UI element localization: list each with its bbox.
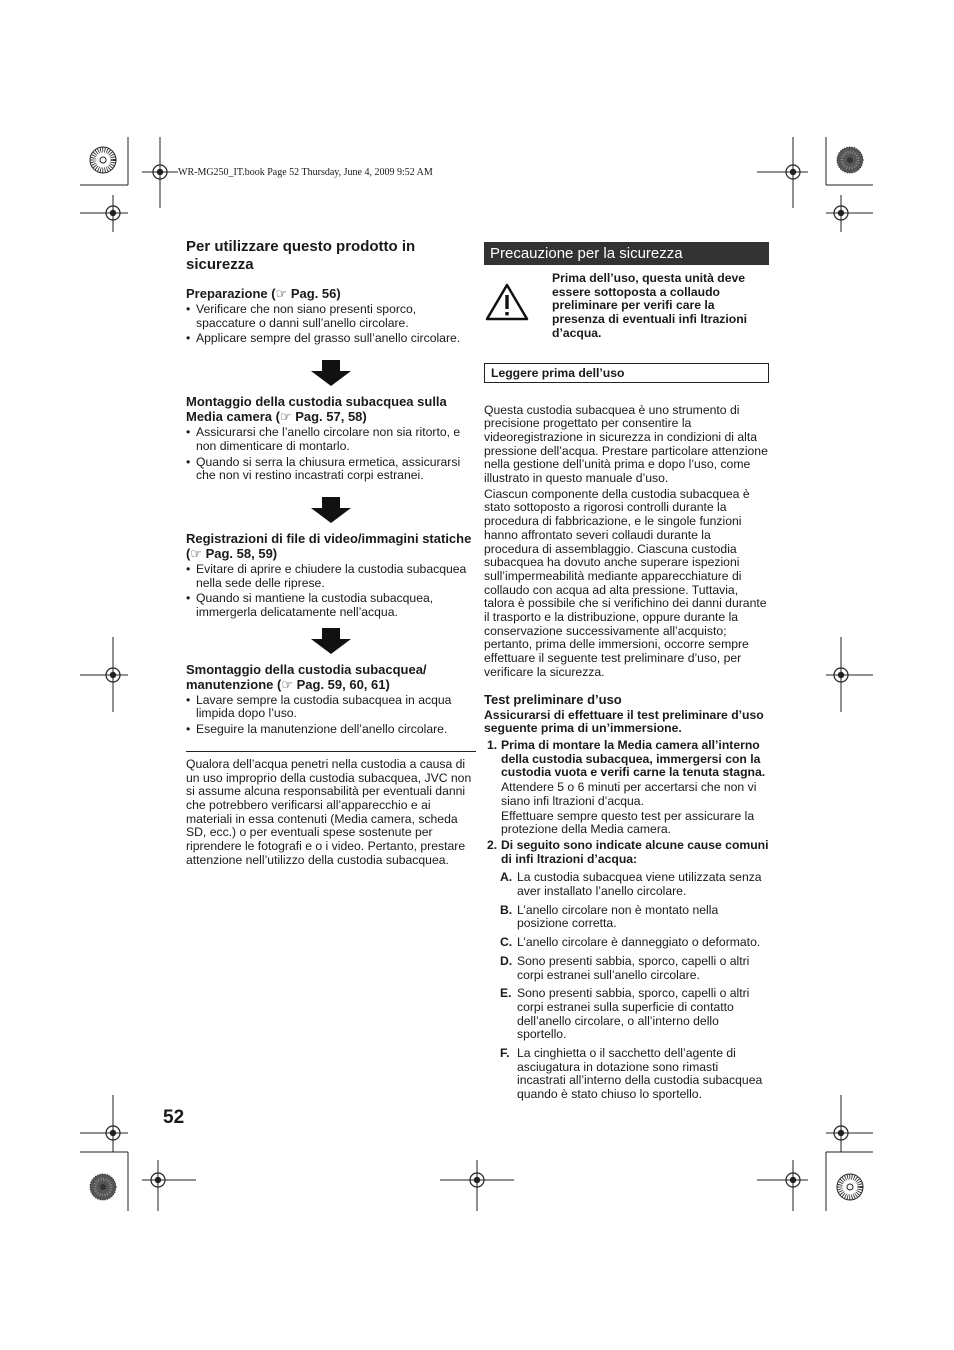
list-item: • Quando si mantiene la custodia subacquea, immergerla delicatamente nell’acqua. [186, 592, 476, 619]
left-column [186, 238, 476, 867]
cause-text: L’anello circolare non è montato nella posizione corretta. [517, 902, 719, 931]
cause-text: Sono presenti sabbia, sporco, capelli o altri corpi estranei sulla superficie di contatto dell’anello circolare, o all’interno dello sportello. [517, 986, 750, 1042]
dial-mark-top-right [837, 147, 863, 173]
step-assembly [186, 394, 476, 483]
cause-letter: B. [500, 902, 513, 917]
item-number: 2. [487, 837, 498, 852]
cause-item [484, 987, 769, 1042]
list-item: • Lavare sempre la custodia subacquea in acqua limpida dopo l’uso. [186, 694, 476, 721]
cause-text: La cinghietta o il sacchetto dell’agente di asciugatura in dotazione sono rimasti incastrati all’interno della custodia subacquea quando è stato chiuso lo sportello. [517, 1046, 763, 1102]
cause-item [484, 955, 769, 982]
liability-note: Qualora dell’acqua penetri nella custodia a causa di un uso improprio della custodia subacquea, JVC non si assume alcuna responsabilità per eventuali danni che potrebbero verificarsi all’apparecchio e ai materiali in essa contenuti (Media camera, scheda SD, ecc.) o per eventuali spese sostenute per riprendere le fotografi e o i video. Pertanto, prestare attenzione nell’utilizzo della custodia subacquea. [186, 756, 472, 867]
cause-letter: C. [500, 935, 513, 950]
cause-item [484, 936, 769, 950]
list-item: • Applicare sempre del grasso sull’anello circolare. [186, 332, 476, 346]
step-title: Montaggio della custodia subacquea sulla Media camera (☞ Pag. 57, 58) [186, 394, 447, 425]
down-arrow-icon [311, 497, 351, 523]
section-heading: Per utilizzare questo prodotto in sicurezza [186, 238, 416, 273]
step-preparation [186, 286, 476, 346]
step-disassembly [186, 662, 476, 737]
cause-letter: E. [500, 986, 512, 1001]
test-item-2 [484, 839, 769, 866]
cause-letter: D. [500, 953, 513, 968]
read-before-use-title: Leggere prima dell’uso [484, 363, 769, 383]
step-title: Preparazione (☞ Pag. 56) [186, 286, 341, 301]
list-item: • Verificare che non siano presenti sporco, spaccature o danni sull’anello circolare. [186, 303, 476, 330]
print-header: WR-MG250_IT.book Page 52 Thursday, June 4, 2009 9:52 AM [178, 167, 433, 178]
warning-block [484, 272, 769, 341]
safety-banner: Precauzione per la sicurezza [484, 242, 769, 265]
warning-icon [484, 272, 552, 341]
item-bold-text: Di seguito sono indicate alcune cause comuni di infi ltrazioni d’acqua: [501, 837, 769, 866]
cause-item [484, 871, 769, 898]
step-title: Smontaggio della custodia subacquea/ manutenzione (☞ Pag. 59, 60, 61) [186, 661, 427, 692]
list-item: • Assicurarsi che l’anello circolare non sia ritorto, e non dimenticare di montarlo. [186, 426, 476, 453]
test-title: Test preliminare d’uso [484, 691, 622, 707]
list-item: • Eseguire la manutenzione dell’anello circolare. [186, 723, 476, 737]
dial-mark-top-left [90, 147, 116, 173]
inspection-paragraph: Ciascun componente della custodia subacquea è stato sottoposto a rigorosi controlli durante la procedura di fabbricazione, e le singole funzioni hanno affrontato severi collaudi durante la procedura di assemblaggio. Ciascuna custodia subacquea ha dovuto anche superare ispezioni sull’impermeabilità mediante apparecchiature di collaudo con acqua ad alta pressione. Tuttavia, talora è possibile che si verifichino dei danni durante il trasporto e la distribuzione, oppure durante la conservazione successivamente all’acquisto; pertanto, prima delle immersioni, occorre sempre effettuare il seguente test preliminare d’uso, per verificare la sicurezza. [484, 486, 767, 679]
cause-item [484, 1047, 769, 1102]
item-bold-text: Prima di montare la Media camera all’interno della custodia subacquea, immergersi con la custodia vuota e verifi carne la tenuta stagna. [501, 737, 766, 780]
cause-item [484, 904, 769, 931]
item-number: 1. [487, 737, 498, 752]
cause-text: L’anello circolare è danneggiato o deformato. [517, 935, 761, 950]
right-column [484, 242, 769, 1102]
test-item-1 [484, 739, 769, 837]
cause-text: La custodia subacquea viene utilizzata senza aver installato l’anello circolare. [517, 870, 762, 899]
step-recording [186, 531, 476, 620]
page-number: 52 [163, 1107, 185, 1128]
item-text: Attendere 5 o 6 minuti per accertarsi che non vi siano infi ltrazioni d’acqua. [501, 780, 757, 808]
test-intro: Assicurarsi di effettuare il test preliminare d’uso seguente prima di un’immersione. [484, 707, 764, 736]
divider [186, 751, 476, 752]
cause-letter: F. [500, 1046, 510, 1061]
cause-text: Sono presenti sabbia, sporco, capelli o altri corpi estranei sull’anello circolare. [517, 953, 750, 982]
list-item: • Quando si serra la chiusura ermetica, assicurarsi che non vi restino incastrati corpi estranei. [186, 456, 476, 483]
step-title: Registrazioni di file di video/immagini statiche (☞ Pag. 58, 59) [186, 530, 472, 561]
dial-mark-bottom-right [837, 1174, 863, 1200]
warning-text: Prima dell’uso, questa unità deve essere sottoposta a collaudo preliminare per verifi care la presenza di eventuali infi ltrazioni d’acqua. [552, 271, 748, 340]
intro-paragraph: Questa custodia subacquea è uno strumento di precisione progettato per consentire la videoregistrazione in sicurezza in condizioni di alta pressione dell’acqua. Prestare particolare attenzione nella gestione dell’unità prima e dopo l’uso, come illustrato in questo manuale d’uso. [484, 402, 768, 486]
dial-mark-bottom-left [90, 1174, 116, 1200]
list-item: • Evitare di aprire e chiudere la custodia subacquea nella sede delle riprese. [186, 563, 476, 590]
item-text: Effettuare sempre questo test per assicurare la protezione della Media camera. [501, 808, 755, 837]
down-arrow-icon [311, 628, 351, 654]
down-arrow-icon [311, 360, 351, 386]
cause-letter: A. [500, 870, 513, 885]
